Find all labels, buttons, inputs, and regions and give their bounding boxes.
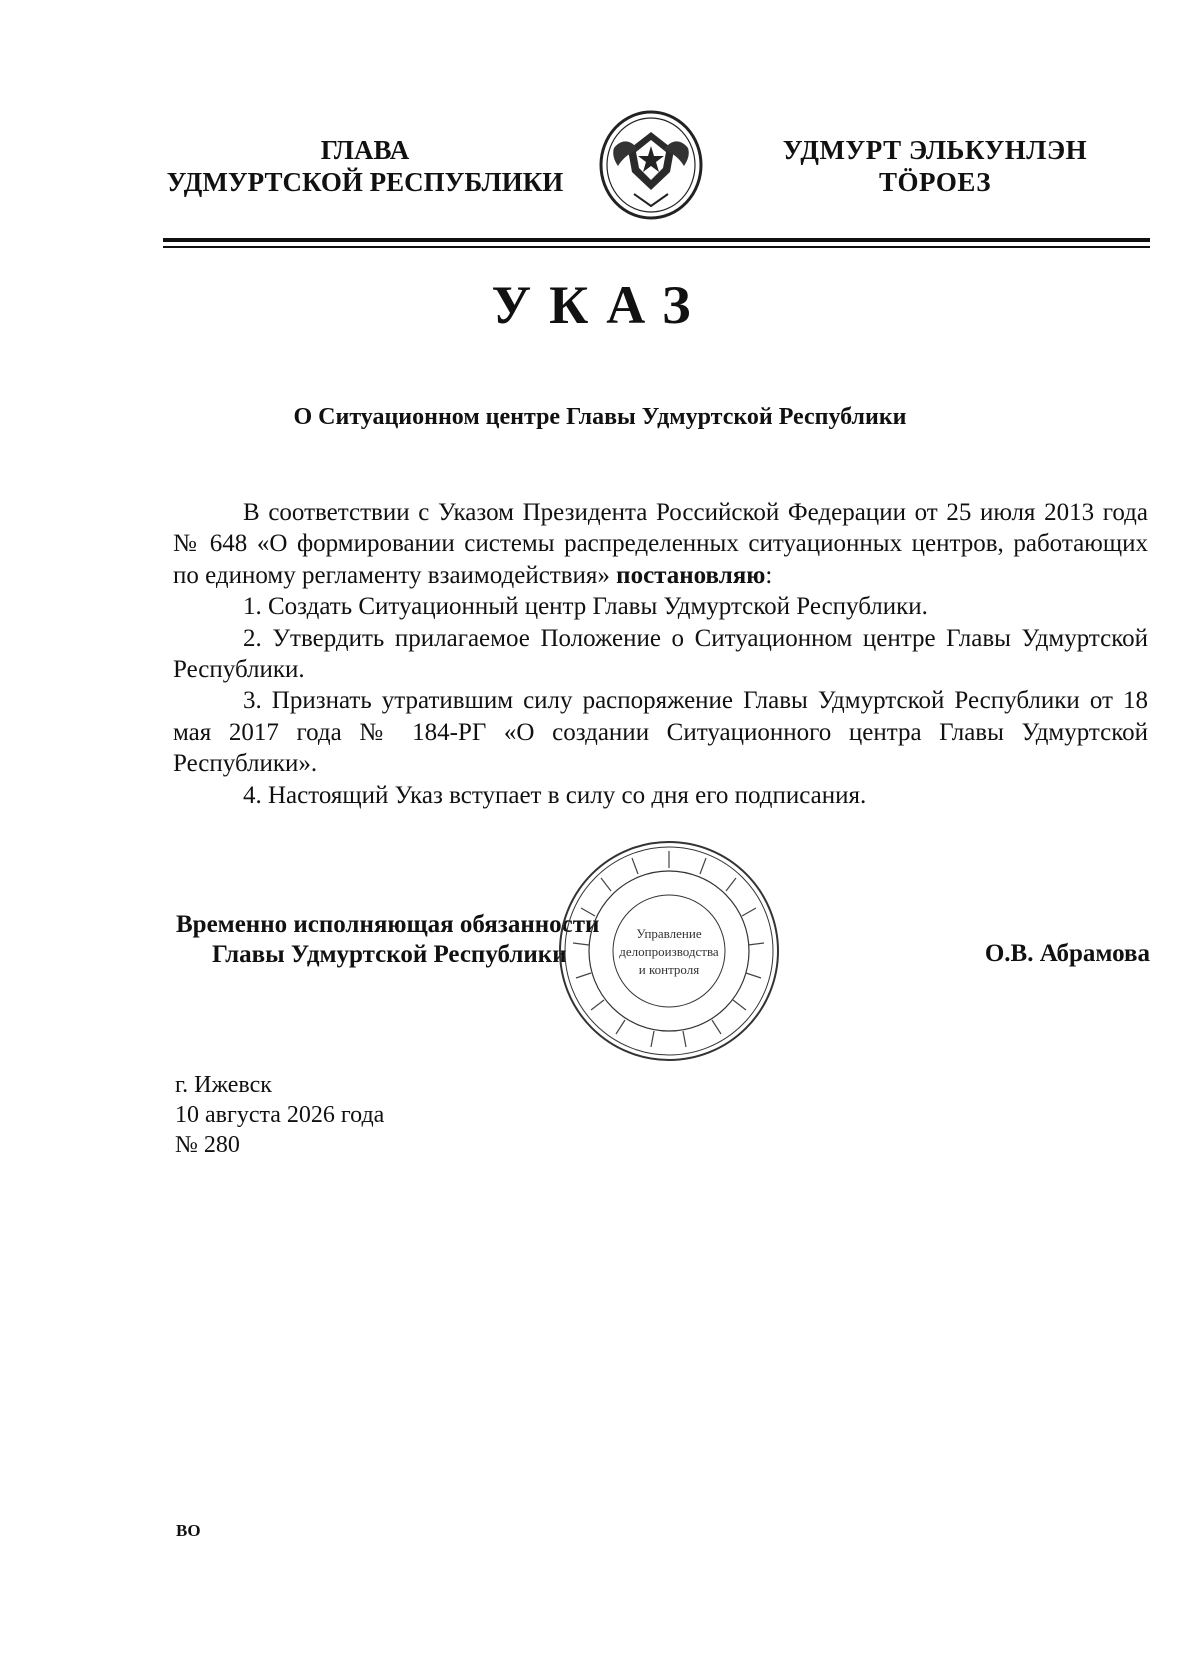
signer-position-line2: Главы Удмуртской Республики — [212, 941, 567, 968]
header-left-line2: УДМУРТСКОЙ РЕСПУБЛИКИ — [166, 167, 564, 197]
document-type: УКАЗ — [491, 275, 709, 335]
header-left-line1: ГЛАВА — [320, 135, 410, 165]
item-4: 4. Настоящий Указ вступает в силу со дня его подписания. — [243, 781, 867, 809]
signer-position-line1: Временно исполняющая обязанности — [176, 911, 600, 938]
item-2: 2. Утвердить прилагаемое Положение о Ситуационном центре Главы Удмуртской Республики. — [173, 624, 1148, 684]
preamble-paragraph: В соответствии с Указом Президента Российской Федерации от 25 июля 2013 года № 648 «О формировании системы распределенных ситуационных центров, работающих по единому регламенту взаимодействия» постановляю: — [173, 499, 1148, 589]
decree-word: постановляю — [616, 561, 766, 589]
executor-code: ВО — [176, 1521, 201, 1540]
stamp-center-line2: делопроизводства — [619, 944, 719, 959]
stamp-center-line1: Управление — [636, 926, 702, 941]
udmurt-coat-of-arms-icon — [594, 110, 708, 220]
document-body — [173, 497, 1148, 811]
place-and-date — [175, 1070, 384, 1160]
decree-number: № 280 — [175, 1132, 240, 1158]
header-divider-thick — [163, 238, 1150, 242]
stamp-center-line3: и контроля — [638, 962, 700, 977]
header-right-line1: УДМУРТ ЭЛЬКУНЛЭН — [782, 135, 1088, 165]
header-right-udmurt — [770, 134, 1100, 198]
signer-name: О.В. Абрамова — [984, 940, 1150, 967]
date: 10 августа 2026 года — [175, 1102, 385, 1128]
document-title: О Ситуационном центре Главы Удмуртской Республики — [293, 404, 907, 430]
header-divider-thin — [163, 246, 1150, 248]
preamble-text: В соответствии с Указом Президента Российской Федерации от 25 июля 2013 года № 648 «О формировании системы распределенных ситуационных центров, работающих по единому регламенту взаимодействия» — [173, 499, 1148, 589]
item-3: 3. Признать утратившим силу распоряжение Главы Удмуртской Республики от 18 мая 2017 года № 184-РГ «О создании Ситуационного центра Главы Удмуртской Республики». — [173, 687, 1148, 778]
official-seal-stamp-icon — [556, 838, 782, 1064]
header-left-russian — [150, 134, 580, 198]
item-1: 1. Создать Ситуационный центр Главы Удмуртской Республики. — [243, 593, 928, 621]
city: г. Ижевск — [175, 1072, 272, 1098]
header-right-line2: ТӦРОЕЗ — [879, 167, 991, 197]
